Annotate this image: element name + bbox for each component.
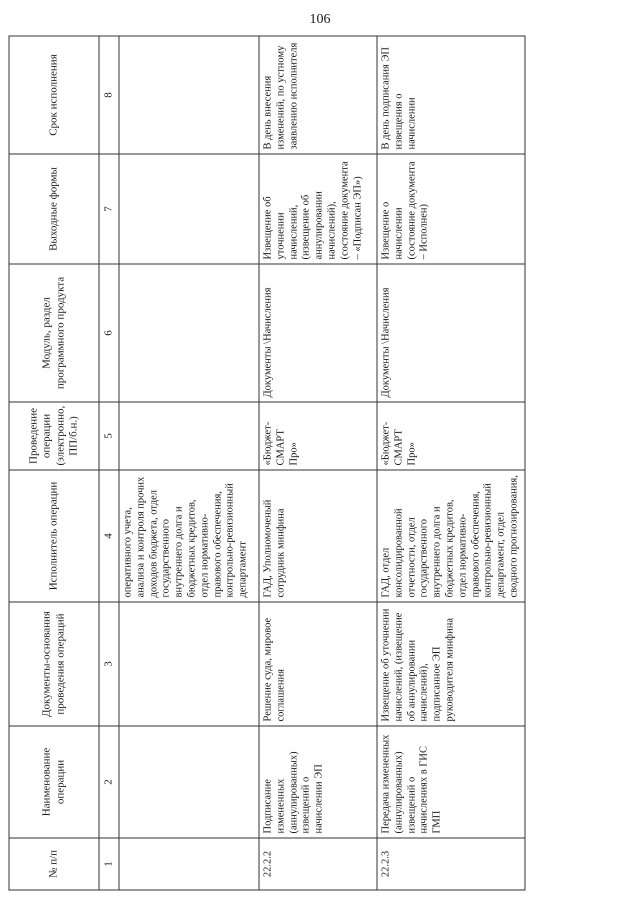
register-sheet <box>9 37 523 891</box>
row-executor: ГАД, Уполномоченый сотрудник минфина <box>259 470 377 602</box>
row-num: 22.2.2 <box>259 838 377 890</box>
row-docs: Извещение об уточнении начислений, (извещение об аннулировании начислений), подписанное ЭП руководителя минфина <box>377 602 525 726</box>
row-num <box>119 838 259 890</box>
row-module: Документы \Начисления <box>377 264 525 402</box>
row-name: Передача измененных (аннулированных) извещений о начислениях в ГИС ГМП <box>377 726 525 838</box>
rotated-page <box>1 0 640 905</box>
row-conduct <box>119 402 259 470</box>
table-row <box>259 36 377 890</box>
row-module: Документы \Начисления <box>259 264 377 402</box>
header-row <box>9 36 99 890</box>
row-num: 22.2.3 <box>377 838 525 890</box>
row-conduct: «Бюджет-СМАРТ Про» <box>259 402 377 470</box>
row-term: В день подписания ЭП извещения о начислении <box>377 36 525 154</box>
header-executor: Исполнитель операции <box>9 470 99 602</box>
row-module <box>119 264 259 402</box>
column-number-row <box>99 36 119 890</box>
column-number: 6 <box>99 264 119 402</box>
row-docs <box>119 602 259 726</box>
row-output: Извещение об уточнении начислений, (извещение об аннулировании начислений), (состояние документа – «Подписан ЭП») <box>259 154 377 264</box>
column-number: 7 <box>99 154 119 264</box>
page-number: 106 <box>309 12 331 27</box>
row-term <box>119 36 259 154</box>
column-number: 4 <box>99 470 119 602</box>
header-num: № п/п <box>9 838 99 890</box>
row-executor: ГАД, отдел консолидированной отчетности, отдел государственного внутреннего долга и бюджетных кредитов, отдел нормативно-правового обеспечения, контрольно-ревизионный департамент, отдел сводного прогнозирования, <box>377 470 525 602</box>
row-executor: оперативного учета, анализа и контроля прочих доходов бюджета, отдел государственного внутреннего долга и бюджетных кредитов, отдел нормативно-правового обеспечения, контрольно-ревизионный департамент <box>119 470 259 602</box>
header-name: Наименование операции <box>9 726 99 838</box>
table-row <box>377 36 525 890</box>
header-output: Выходные формы <box>9 154 99 264</box>
row-conduct: «Бюджет-СМАРТ Про» <box>377 402 525 470</box>
header-docs: Документы-основания проведения операций <box>9 602 99 726</box>
row-name: Подписание измененных (аннулированных) извещений о начислении ЭП <box>259 726 377 838</box>
column-number: 1 <box>99 838 119 890</box>
header-conduct: Проведение операции (электронно, ПП/б.н.) <box>9 402 99 470</box>
column-number: 2 <box>99 726 119 838</box>
row-output <box>119 154 259 264</box>
column-number: 8 <box>99 36 119 154</box>
operations-table <box>9 36 526 891</box>
row-docs: Решение суда, мировое соглашения <box>259 602 377 726</box>
header-term: Срок исполнения <box>9 36 99 154</box>
row-term: В день внесения изменений, по устному заявлению исполнителя <box>259 36 377 154</box>
column-number: 5 <box>99 402 119 470</box>
row-output: Извещение о начислении (состояние документа – Исполнен) <box>377 154 525 264</box>
row-name <box>119 726 259 838</box>
table-row <box>119 36 259 890</box>
header-module: Модуль, раздел программного продукта <box>9 264 99 402</box>
column-number: 3 <box>99 602 119 726</box>
